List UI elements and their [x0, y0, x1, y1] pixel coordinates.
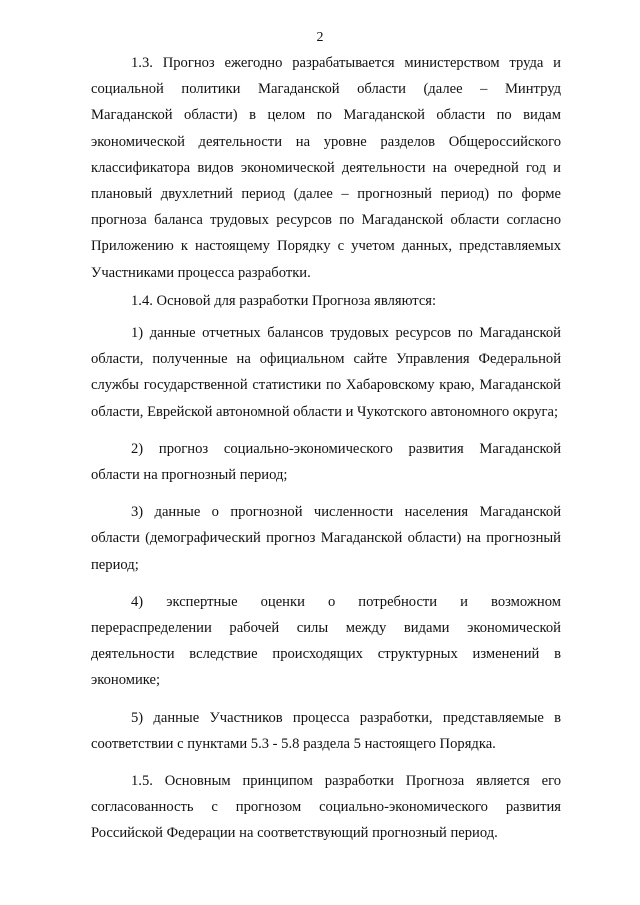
list-item-2: 2) прогноз социально-экономического развития Магаданской области на прогнозный период; — [91, 440, 561, 484]
paragraph-1-5: 1.5. Основным принципом разработки Прогноза является его согласованность с прогнозом социально-экономического развития Российской Федерации на соответствующий прогнозный период. — [91, 773, 561, 842]
document-body — [91, 50, 561, 847]
list-item-3: 3) данные о прогнозной численности населения Магаданской области (демографический прогноз Магаданской области) на прогнозный период; — [91, 504, 561, 573]
list-item-5: 5) данные Участников процесса разработки, представляемые в соответствии с пунктами 5.3 - 5.8 раздела 5 настоящего Порядка. — [91, 709, 561, 752]
list-item-1: 1) данные отчетных балансов трудовых ресурсов по Магаданской области, полученные на официальном сайте Управления Федеральной службы государственной статистики по Хабаровскому краю, Магаданской области, Еврейской автономной области и Чукотского автономного округа; — [91, 325, 561, 420]
page-number: 2 — [316, 30, 324, 45]
list-item-4: 4) экспертные оценки о потребности и возможном перераспределении рабочей силы между видами экономической деятельности вследствие происходящих структурных изменений в экономике; — [91, 593, 561, 689]
paragraph-1-4: 1.4. Основой для разработки Прогноза являются: — [131, 292, 437, 309]
paragraph-1-3: 1.3. Прогноз ежегодно разрабатывается министерством труда и социальной политики Магаданской области (далее – Минтруд Магаданской области) в целом по Магаданской области по видам экономической деятельности на уровне разделов Общероссийского классификатора видов экономической деятельности на очередной год и плановый двухлетний период (далее – прогнозный период) по форме прогноза баланса трудовых ресурсов по Магаданской области согласно Приложению к настоящему Порядку с учетом данных, представляемых Участниками процесса разработки. — [91, 55, 561, 281]
